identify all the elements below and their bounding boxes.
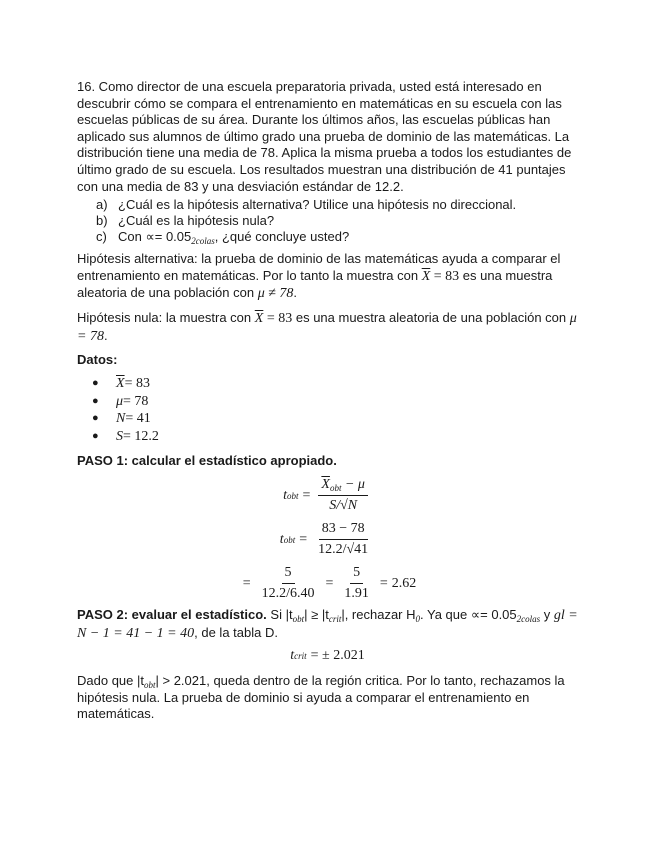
formula-result: = $\frac{5}{12.2/6.40}$ = $\frac{5}{1.91}$ = 2.62 [242, 565, 417, 601]
datos-list [92, 375, 159, 445]
datos-heading: Datos: [77, 352, 118, 367]
list-item: ● S = 12.2 [92, 428, 159, 444]
conclusion-paragraph: Dado que $|t_{obt}| > 2.021$, queda dentro de la región critica. Por lo tanto, rechazamos la hipótesis nula. La prueba de dominio si ayuda a comparar el entrenamiento en matemáticas. [77, 673, 565, 722]
formula-substituted: t obt = $\frac{83 - 78}{12.2/√41}$ [279, 521, 369, 557]
alternative-hypothesis: Hipótesis alternativa: la prueba de dominio de las matemáticas ayuda a comparar el entrenamiento en matemáticas. Por lo tanto la muestra con $\overline{X} = 83$ es una muestra aleatoria de una población con μ ≠ 78. [77, 251, 561, 302]
list-item: a) ¿Cuál es la hipótesis alternativa? Utilice una hipótesis no direccional. [96, 197, 517, 212]
list-item: c) Con ∝= $0.05_{2colas}$, ¿qué concluye usted? [96, 229, 350, 247]
list-item: ● $\overline{X}$ = 83 [92, 376, 150, 391]
list-item: b) ¿Cuál es la hipótesis nula? [96, 213, 275, 229]
list-item: ● N = 41 [92, 411, 151, 427]
paso2-paragraph: PASO 2: evaluar el estadístico. Si $|t_{obt}| \ge |t_{crit}|$, rechazar $H_0$. Ya que ∝= $0.05_{2colas}$ y gl = N − 1 = 41 − 1 = 40, de la tabla D. [77, 607, 578, 641]
t-crit-value: t crit = ± 2.021 [290, 648, 365, 663]
paso1-heading: PASO 1: calcular el estadístico apropiado. [77, 453, 337, 468]
null-hypothesis: Hipótesis nula: la muestra con $\overline{X} = 83$ es una muestra aleatoria de una población con μ = 78. [77, 310, 577, 344]
problem-statement: 16. Como director de una escuela preparatoria privada, usted está interesado en descubrir cómo se compara el entrenamiento en matemáticas en su escuela con las escuelas públicas de su área. Durante los últimos años, las escuelas públicas han aplicado sus alumnos de último grado una prueba de dominio de las matemáticas. La distribución tiene una media de 78. Aplica la misma prueba a todos los estudiantes de último grado de su escuela. Los resultados muestran una distribución de 41 puntajes con una media de 83 y una desviación estándar de 12.2. [77, 79, 572, 194]
list-item: ● μ = 78 [92, 393, 149, 409]
formula-t-obt: t obt = $\frac{\overline{X}_{obt} - \mu}{S/√N}$ [0, 477, 655, 514]
question-list [96, 197, 516, 246]
